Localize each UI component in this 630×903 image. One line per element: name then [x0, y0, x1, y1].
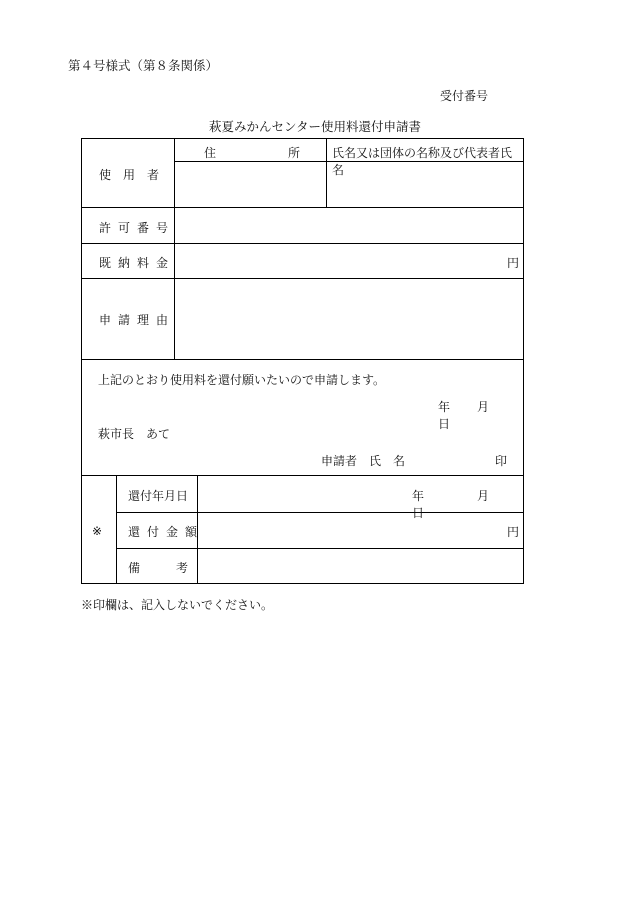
address-field[interactable]	[176, 163, 324, 205]
user-label: 使 用 者	[99, 168, 160, 182]
refund-amount-label: 還付金額	[128, 525, 205, 539]
office-row-line-2	[116, 548, 524, 549]
office-asterisk-divider	[116, 476, 117, 584]
refund-date-label: 還付年月日	[128, 489, 189, 503]
footnote: ※印欄は、記入しないでください。	[81, 598, 274, 612]
row-line-1	[82, 207, 524, 208]
permit-number-label: 許可番号	[99, 221, 176, 235]
remarks-label: 備 考	[128, 561, 189, 575]
address-header: 住 所	[204, 146, 301, 160]
name-field[interactable]	[328, 163, 522, 205]
office-use-table	[81, 475, 543, 584]
paid-fee-label: 既納料金	[99, 256, 176, 270]
form-number: 第４号様式（第８条関係）	[68, 58, 219, 73]
seal-icon: 印	[495, 454, 508, 468]
row-line-4	[82, 359, 524, 360]
address-name-divider	[326, 139, 327, 207]
row-line-3	[82, 278, 524, 279]
application-table	[81, 138, 524, 476]
application-date: 年 月 日	[438, 400, 517, 431]
receipt-number-label: 受付番号	[440, 89, 489, 103]
office-use-mark: ※	[92, 524, 103, 538]
paid-fee-field[interactable]	[176, 245, 506, 276]
applicant-name-label: 申請者 氏 名	[321, 454, 406, 468]
declaration-text: 上記のとおり使用料を還付願いたいので申請します。	[98, 373, 386, 387]
reason-field[interactable]	[176, 280, 522, 357]
document-title: 萩夏みかんセンター使用料還付申請書	[208, 119, 421, 134]
row-line-2	[82, 243, 524, 244]
seal-mark	[495, 452, 507, 469]
permit-number-field[interactable]	[176, 209, 522, 241]
refund-date: 年 月 日	[412, 489, 543, 520]
name-header: 氏名又は団体の名称及び代表者氏名	[332, 146, 513, 177]
addressee: 萩市長 あて	[98, 427, 171, 441]
applicant-name-field[interactable]	[402, 447, 490, 469]
paid-fee-yen: 円	[507, 256, 520, 270]
reason-label: 申請理由	[99, 313, 176, 327]
refund-amount-yen: 円	[507, 525, 520, 539]
